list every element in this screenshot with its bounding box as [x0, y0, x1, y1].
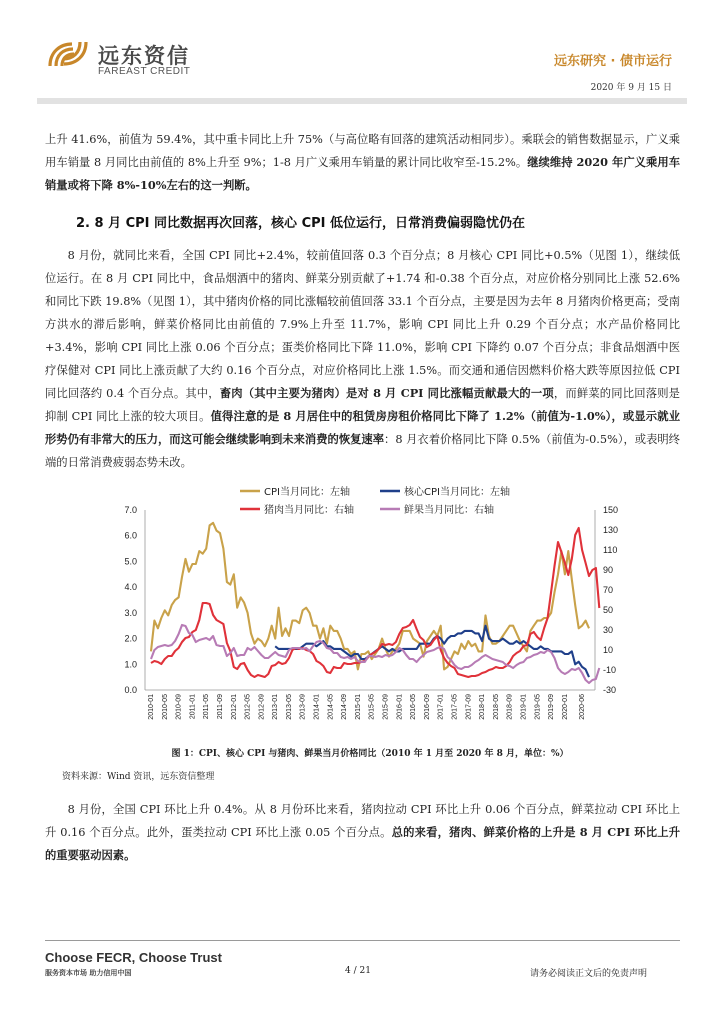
x-axis-tick-label: 2011-05	[203, 694, 211, 720]
x-axis-tick-label: 2013-09	[299, 694, 307, 720]
left-axis-tick-label: 2.0	[124, 633, 137, 644]
right-axis-tick-label: -30	[603, 685, 617, 695]
x-axis-tick-label: 2018-05	[492, 694, 500, 720]
right-axis-tick-label: 90	[603, 565, 614, 575]
x-axis-tick-label: 2012-05	[244, 694, 252, 720]
x-axis-tick-label: 2012-09	[258, 694, 266, 720]
footer-slogan-en: Choose FECR, Choose Trust	[45, 950, 222, 965]
x-axis-tick-label: 2014-01	[313, 694, 321, 720]
header-divider	[37, 98, 687, 104]
paragraph-bold: 总的来看，猪肉、鲜菜价格的上升是 8 月 CPI 环比上升的重要驱动因素。	[45, 825, 680, 862]
x-axis-tick-label: 2013-05	[285, 694, 293, 720]
header-date: 2020 年 9 月 15 日	[590, 83, 672, 93]
paragraph-bold: 畜肉（其中主要为猪肉）是对 8 月 CPI 同比涨幅贡献最大的一项	[219, 386, 554, 400]
footer-slogan-cn: 服务资本市场 助力信用中国	[45, 969, 132, 977]
left-axis-tick-label: 0.0	[124, 685, 137, 695]
cpi-chart	[90, 480, 650, 740]
x-axis-tick-label: 2016-01	[396, 694, 404, 720]
x-axis-tick-label: 2010-01	[148, 694, 155, 720]
x-axis-tick-label: 2010-05	[161, 694, 169, 720]
fareast-logo-icon	[46, 38, 90, 70]
right-axis-tick-label: -10	[603, 665, 617, 675]
legend-label: 鲜果当月同比：右轴	[404, 505, 494, 516]
x-axis-tick-label: 2017-05	[451, 694, 459, 720]
paragraph-bold: 继续维持 2020 年广义乘用车销量或将下降 8%-10%左右的这一判断。	[45, 155, 681, 192]
paragraph-bold: 值得注意的是 8 月居住中的租赁房房租价格同比下降了 1.2%（前值为-1.0%），或显示就业形势仍有非常大的压力，而这可能会继续影响到未来消费的恢复速率	[45, 409, 681, 446]
x-axis-tick-label: 2010-09	[175, 694, 183, 720]
x-axis-tick-label: 2016-05	[410, 694, 418, 720]
footer-disclaimer: 请务必阅读正文后的免责声明	[530, 969, 648, 979]
legend-label: 核心CPI当月同比：左轴	[404, 487, 510, 498]
x-axis-tick-label: 2020-06	[579, 694, 587, 720]
right-axis-tick-label: 150	[603, 505, 619, 515]
right-axis-tick-label: 110	[603, 545, 618, 555]
x-axis-tick-label: 2015-01	[354, 694, 362, 720]
left-axis-tick-label: 6.0	[124, 530, 137, 541]
x-axis-tick-label: 2019-01	[520, 694, 528, 720]
paragraph-cpi-mom	[45, 798, 680, 867]
right-axis-tick-label: 70	[603, 585, 614, 595]
x-axis-tick-label: 2015-09	[382, 694, 390, 720]
right-axis-tick-label: 30	[603, 625, 614, 635]
brand-name-en: FAREAST CREDIT	[98, 66, 191, 77]
x-axis-tick-label: 2018-01	[479, 694, 487, 720]
x-axis-tick-label: 2011-01	[189, 694, 197, 720]
paragraph-text: ：8 月衣着价格同比下降 0.5%（前值为-0.5%），或表明终端的日常消费疲弱态势未改。	[45, 433, 680, 469]
x-axis-tick-label: 2013-01	[272, 694, 280, 720]
right-axis-tick-label: 130	[603, 525, 619, 535]
paragraph-text: 8 月份，就同比来看，全国 CPI 同比+2.4%，较前值回落 0.3 个百分点；8 月核心 CPI 同比+0.5%（见图 1），继续低位运行。在 8 月 CPI 同比中，食品烟酒中的猪肉、鲜菜分别贡献了+1.74 和-0.38 个百分点，对应价格分别同比上涨 52.6%和同比下跌 19.8%（见图 1），其中猪肉价格的同比涨幅较前值回落 33.1 个百分点，主要是因为去年 8 月猪肉价格更高；受南方洪水的滞后影响，鲜菜价格同比由前值的 7.9%上升至 11.7%，影响 CPI 同比上升 0.29 个百分点；水产品价格同比+3.4%，影响 CPI 同比上涨 0.06 个百分点；蛋类价格同比下降 11.0%，影响 CPI 下降约 0.07 个百分点；非食品烟酒中医疗保健对 CPI 同比上涨贡献了大约 0.16 个百分点，对应价格同比上涨 1.5%。而交通和通信因燃料价格大跌等原因拉低 CPI 同比回落约 0.4 个百分点。其中，	[45, 249, 680, 400]
figure-caption: 图 1：CPI、核心 CPI 与猪肉、鲜果当月价格同比（2010 年 1 月至 2020 年 8 月，单位：%）	[171, 749, 569, 759]
x-axis-tick-label: 2018-09	[506, 694, 514, 720]
left-axis-tick-label: 3.0	[124, 607, 137, 618]
left-axis-tick-label: 1.0	[124, 659, 137, 670]
x-axis-tick-label: 2020-01	[561, 694, 569, 720]
x-axis-tick-label: 2017-09	[465, 694, 473, 720]
x-axis-tick-label: 2014-05	[327, 694, 335, 720]
paragraph-cpi	[45, 244, 680, 474]
brand-name-cn: 远东资信	[98, 44, 190, 68]
left-axis-tick-label: 4.0	[124, 582, 137, 593]
x-axis-tick-label: 2019-09	[548, 694, 556, 720]
x-axis-tick-label: 2014-09	[341, 694, 349, 720]
header-section: 远东研究 · 债市运行	[554, 54, 672, 69]
page-number: 4 / 21	[345, 966, 371, 976]
footer-divider	[45, 940, 680, 941]
left-axis-tick-label: 5.0	[124, 556, 137, 567]
figure-source: 资料来源：Wind 资讯，远东资信整理	[62, 772, 215, 782]
x-axis-tick-label: 2015-05	[368, 694, 376, 720]
x-axis-tick-label: 2012-01	[230, 694, 238, 720]
right-axis-tick-label: 50	[603, 605, 614, 615]
x-axis-tick-label: 2019-05	[534, 694, 542, 720]
x-axis-tick-label: 2011-09	[216, 694, 224, 720]
section-title: 2. 8 月 CPI 同比数据再次回落，核心 CPI 低位运行，日常消费偏弱隐忧仍在	[76, 216, 525, 231]
paragraph-text: 上升 41.6%，前值为 59.4%，其中重卡同比上升 75%（与高位略有回落的建筑活动相同步）。乘联会的销售数据显示，广义乘用车销量 8 月同比由前值的 8%上升至 9%；1-8 月广义乘用车销量的累计同比收窄至-15.2%。	[45, 133, 680, 169]
x-axis-tick-label: 2016-09	[423, 694, 431, 720]
legend-label: CPI当月同比：左轴	[264, 487, 350, 498]
left-axis-tick-label: 7.0	[124, 505, 137, 515]
legend-label: 猪肉当月同比：右轴	[264, 505, 354, 516]
paragraph-auto-sales	[45, 128, 680, 197]
right-axis-tick-label: 10	[603, 645, 614, 655]
paragraph-text: ，而鲜菜的同比回落则是抑制 CPI 同比上涨的较大项目。	[45, 387, 680, 423]
x-axis-tick-label: 2017-01	[437, 694, 445, 720]
paragraph-text: 8 月份，全国 CPI 环比上升 0.4%。从 8 月份环比来看，猪肉拉动 CPI 环比上升 0.06 个百分点，鲜菜拉动 CPI 环比上升 0.16 个百分点。此外，蛋类拉动 CPI 环比上涨 0.05 个百分点。	[45, 803, 680, 839]
